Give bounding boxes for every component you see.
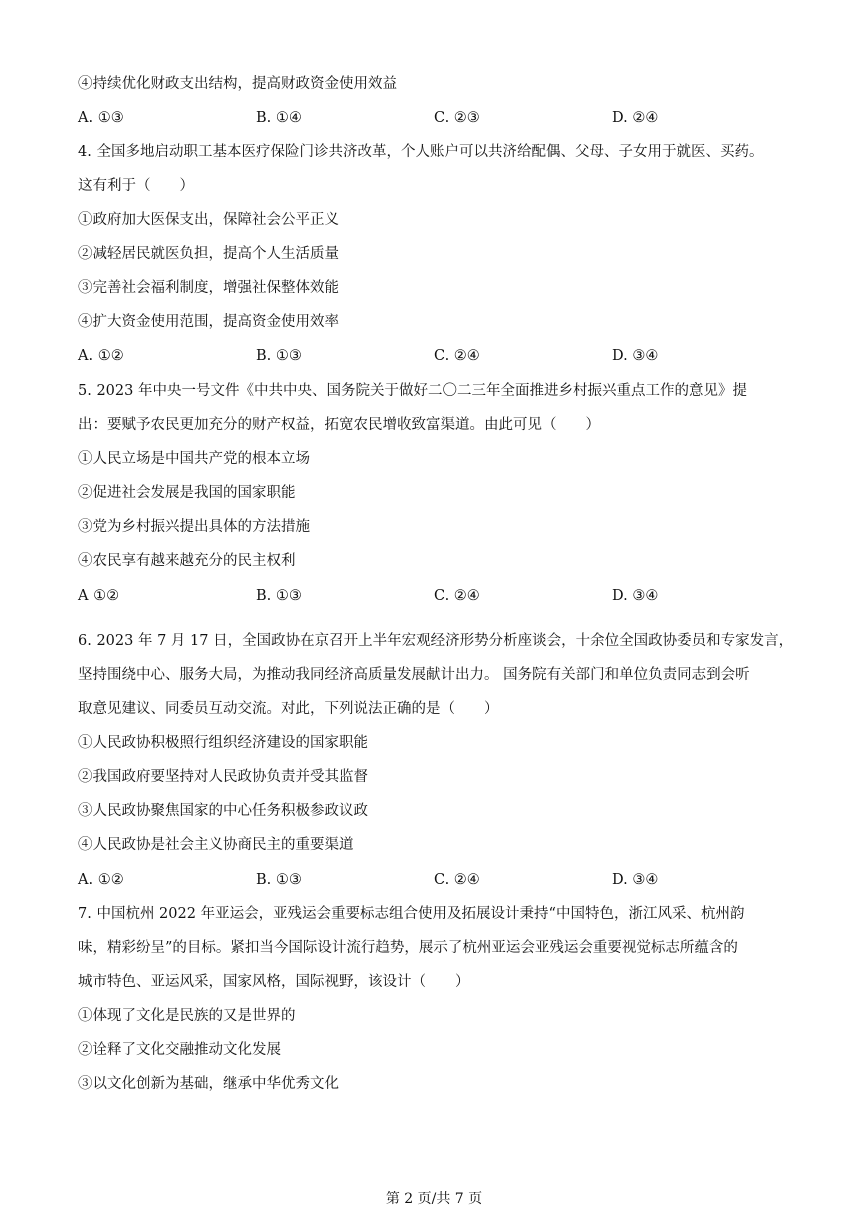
- q4-stem-line-1: 4. 全国多地启动职工基本医疗保险门诊共济改革，个人账户可以共济给配偶、父母、子女用于就医、买药。: [78, 144, 764, 160]
- q6-stem-line-2: 坚持围绕中心、服务大局，为推动我同经济高质量发展献计出力。 国务院有关部门和单位负责同志到会听: [78, 667, 750, 683]
- q4-item-1: ①政府加大医保支出，保障社会公平正义: [78, 212, 339, 228]
- q4-option-d: D. ③④: [612, 348, 659, 364]
- q7-stem-line-3: 城市特色、亚运风采，国家风格，国际视野，该设计（ ）: [78, 974, 470, 990]
- q5-item-3: ③党为乡村振兴提出具体的方法措施: [78, 519, 310, 535]
- q3-option-b: B. ①④: [256, 110, 302, 126]
- q7-item-3: ③以文化创新为基础，继承中华优秀文化: [78, 1076, 339, 1092]
- q7-stem-line-2: 味，精彩纷呈”的目标。紧扣当今国际设计流行趋势，展示了杭州亚运会亚残运会重要视觉标志所蕴含的: [78, 940, 738, 956]
- q3-option-a: A. ①③: [78, 110, 124, 126]
- q4-option-a: A. ①②: [78, 348, 124, 364]
- q6-option-c: C. ②④: [434, 872, 480, 888]
- q7-stem-line-1: 7. 中国杭州 2022 年亚运会，亚残运会重要标志组合使用及拓展设计秉持“中国特色，浙江风采、杭州韵: [78, 906, 745, 922]
- q5-option-a: A ①②: [78, 588, 120, 604]
- q3-options: [78, 108, 798, 128]
- q6-item-1: ①人民政协积极照行组织经济建设的国家职能: [78, 735, 368, 751]
- q7-item-1: ①体现了文化是民族的又是世界的: [78, 1008, 296, 1024]
- q5-option-b: B. ①③: [256, 588, 302, 604]
- q6-item-3: ③人民政协聚焦国家的中心任务积极参政议政: [78, 803, 368, 819]
- q6-item-4: ④人民政协是社会主义协商民主的重要渠道: [78, 837, 354, 853]
- q6-stem-line-1: 6. 2023 年 7 月 17 日，全国政协在京召开上半年宏观经济形势分析座谈会，十余位全国政协委员和专家发言，: [78, 633, 794, 649]
- q6-options: [78, 870, 798, 890]
- q6-option-a: A. ①②: [78, 872, 124, 888]
- q3-option-d: D. ②④: [612, 110, 659, 126]
- q5-item-4: ④农民享有越来越充分的民主权利: [78, 553, 296, 569]
- q4-item-4: ④扩大资金使用范围，提高资金使用效率: [78, 314, 339, 330]
- q3-option-c: C. ②③: [434, 110, 480, 126]
- q5-stem-line-1: 5. 2023 年中央一号文件《中共中央、国务院关于做好二〇二三年全面推进乡村振兴重点工作的意见》提: [78, 383, 747, 399]
- q4-item-3: ③完善社会福利制度，增强社保整体效能: [78, 280, 339, 296]
- q7-item-2: ②诠释了文化交融推动文化发展: [78, 1042, 281, 1058]
- q3-item-4: ④持续优化财政支出结构，提高财政资金使用效益: [78, 76, 397, 92]
- q4-item-2: ②减轻居民就医负担，提高个人生活质量: [78, 246, 339, 262]
- q5-item-1: ①人民立场是中国共产党的根本立场: [78, 451, 310, 467]
- q5-stem-line-2: 出：要赋予农民更加充分的财产权益，拓宽农民增收致富渠道。由此可见（ ）: [78, 417, 600, 433]
- q4-option-c: C. ②④: [434, 348, 480, 364]
- page-number: 第 2 页/共 7 页: [385, 1191, 483, 1207]
- q6-stem-line-3: 取意见建议、同委员互动交流。对此，下列说法正确的是（ ）: [78, 701, 499, 717]
- q6-option-b: B. ①③: [256, 872, 302, 888]
- q5-item-2: ②促进社会发展是我国的国家职能: [78, 485, 296, 501]
- q5-options: [78, 586, 798, 606]
- q4-options: [78, 346, 798, 366]
- q4-stem-line-2: 这有利于（ ）: [78, 178, 194, 194]
- q4-option-b: B. ①③: [256, 348, 302, 364]
- q6-item-2: ②我国政府要坚持对人民政协负责并受其监督: [78, 769, 368, 785]
- q5-option-d: D. ③④: [612, 588, 659, 604]
- q6-option-d: D. ③④: [612, 872, 659, 888]
- q5-option-c: C. ②④: [434, 588, 480, 604]
